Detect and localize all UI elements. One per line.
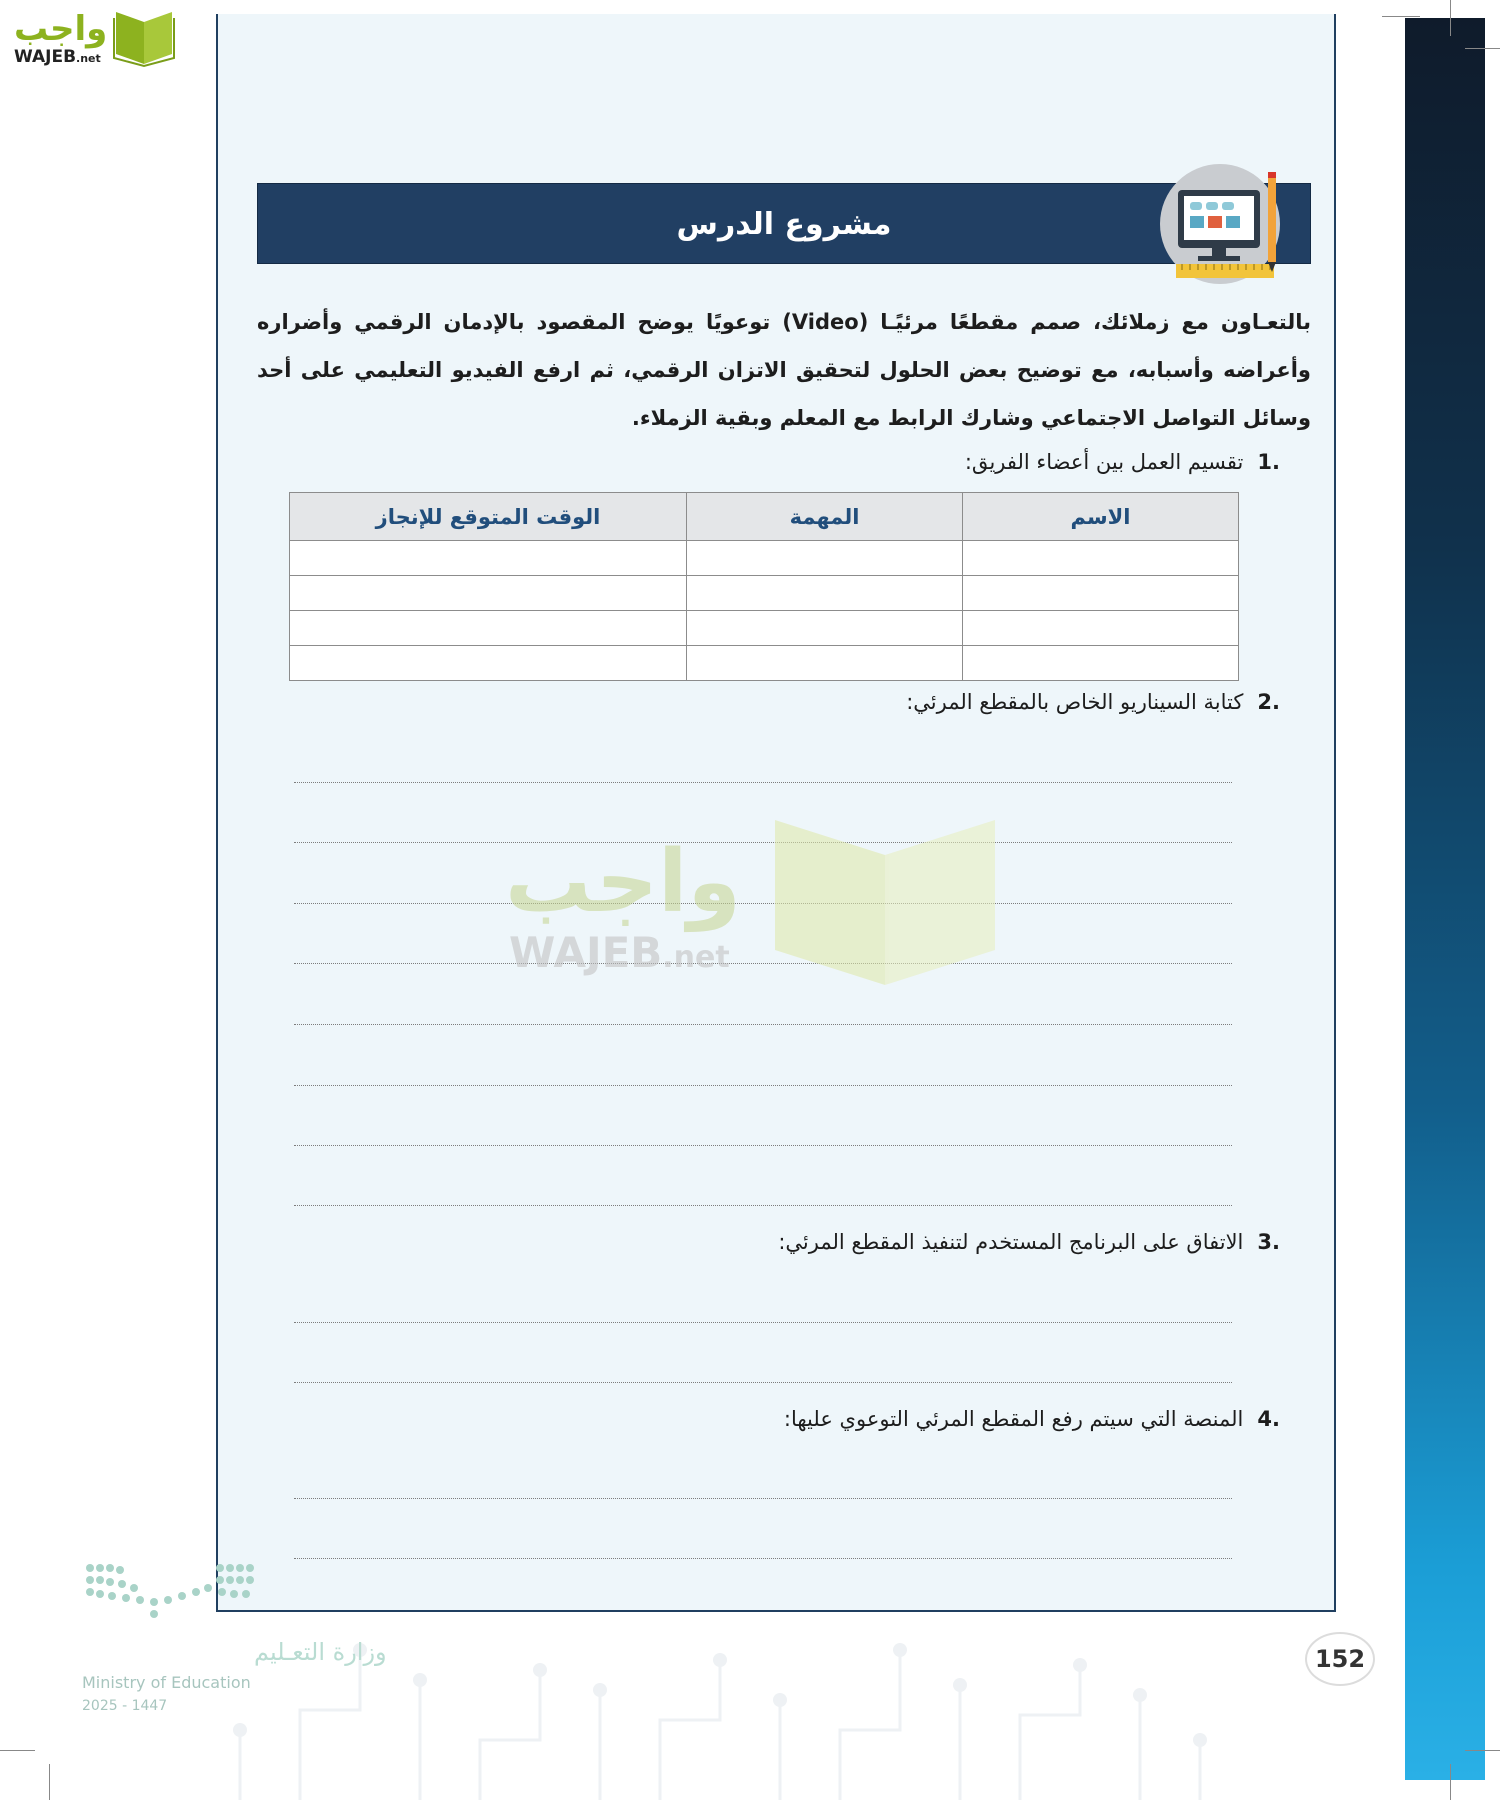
ministry-of-education-logo (82, 1560, 387, 1730)
name-cell[interactable] (963, 541, 1239, 576)
step-text: كتابة السيناريو الخاص بالمقطع المرئي: (906, 690, 1244, 714)
step-number: .3 (1257, 1230, 1280, 1254)
step-2-label (906, 690, 1280, 714)
ministry-year: 2025 - 1447 (82, 1698, 168, 1714)
page-title: مشروع الدرس (676, 207, 892, 242)
time-cell[interactable] (290, 576, 687, 611)
watermark-book-icon (775, 820, 995, 985)
platform-writing-line[interactable] (294, 1558, 1232, 1559)
watermark (505, 815, 1005, 990)
table-header-row (290, 493, 1239, 541)
column-header-name: الاسم (963, 493, 1239, 541)
task-cell[interactable] (687, 646, 963, 681)
step-number: .4 (1257, 1407, 1280, 1431)
watermark-arabic: واجب (505, 832, 741, 932)
crop-mark (1465, 48, 1500, 49)
lesson-project-banner (257, 183, 1311, 264)
task-cell[interactable] (687, 576, 963, 611)
watermark-latin: WAJEB.net (509, 928, 730, 977)
crop-mark (1450, 1764, 1451, 1800)
column-header-task: المهمة (687, 493, 963, 541)
scenario-writing-line[interactable] (294, 1145, 1232, 1146)
name-cell[interactable] (963, 646, 1239, 681)
name-cell[interactable] (963, 576, 1239, 611)
side-color-band (1405, 18, 1485, 1780)
step-1-label (965, 450, 1280, 474)
scenario-writing-line[interactable] (294, 1205, 1232, 1206)
step-text: تقسيم العمل بين أعضاء الفريق: (964, 450, 1244, 474)
ministry-english: Ministry of Education (82, 1673, 251, 1692)
page-number: 152 (1305, 1632, 1375, 1686)
book-icon (114, 12, 174, 66)
time-cell[interactable] (290, 646, 687, 681)
logo-arabic-text: واجب (14, 9, 108, 49)
project-instructions: بالتعـاون مع زملائك، صمم مقطعًا مرئيًـا (Video) توعويًا يوضح المقصود بالإدمان الرقمي وأضراره وأعراضه وأسبابه، مع توضيح بعض الحلول لتحقيق الاتزان الرقمي، ثم ارفع الفيديو التعليمي على أحد وسائل التواصل الاجتماعي وشارك الرابط مع المعلم وبقية الزملاء. (257, 310, 1311, 430)
software-writing-line[interactable] (294, 1322, 1232, 1323)
crop-mark (0, 1750, 35, 1751)
step-4-label (784, 1407, 1280, 1431)
step-text: المنصة التي سيتم رفع المقطع المرئي التوعوي عليها: (783, 1407, 1244, 1431)
scenario-writing-line[interactable] (294, 1024, 1232, 1025)
monitor-icon (1158, 160, 1288, 290)
task-cell[interactable] (687, 541, 963, 576)
step-number: .2 (1257, 690, 1280, 714)
time-cell[interactable] (290, 541, 687, 576)
time-cell[interactable] (290, 611, 687, 646)
ministry-arabic: وزارة التعـليم (254, 1638, 387, 1666)
wajeb-logo (10, 4, 190, 68)
ministry-dots-icon (86, 1564, 254, 1618)
crop-mark (1450, 0, 1451, 36)
table-row (290, 541, 1239, 576)
task-cell[interactable] (687, 611, 963, 646)
platform-writing-line[interactable] (294, 1498, 1232, 1499)
column-header-expected-time: الوقت المتوقع للإنجاز (290, 493, 687, 541)
crop-mark (49, 1764, 50, 1800)
crop-mark (1382, 16, 1420, 17)
software-writing-line[interactable] (294, 1382, 1232, 1383)
step-number: .1 (1257, 450, 1280, 474)
table-row (290, 646, 1239, 681)
name-cell[interactable] (963, 611, 1239, 646)
step-3-label (778, 1230, 1280, 1254)
scenario-writing-line[interactable] (294, 1085, 1232, 1086)
scenario-writing-line[interactable] (294, 782, 1232, 783)
table-row (290, 576, 1239, 611)
crop-mark (1465, 1750, 1500, 1751)
step-text: الاتفاق على البرنامج المستخدم لتنفيذ المقطع المرئي: (778, 1230, 1244, 1254)
table-row (290, 611, 1239, 646)
logo-latin-text: WAJEB.net (14, 47, 101, 67)
team-task-table (289, 492, 1239, 681)
